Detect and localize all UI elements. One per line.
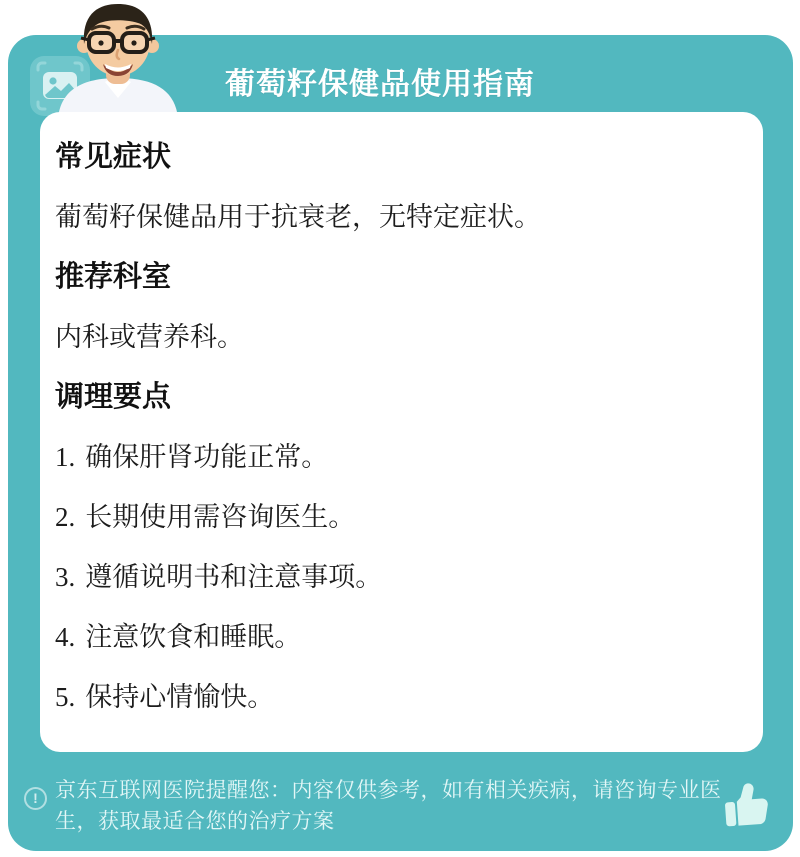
list-item [55,560,743,594]
list-item [55,620,743,654]
list-item-text: 遵循说明书和注意事项。 [85,562,383,592]
list-item-number: 1. [55,442,76,472]
section-body-department: 内科或营养科。 [55,322,244,352]
list-item-number: 4. [55,622,76,652]
list-item-number: 2. [55,502,76,532]
section-body-symptoms: 葡萄籽保健品用于抗衰老，无特定症状。 [55,202,541,232]
list-item [55,500,743,534]
footer-disclaimer: 京东互联网医院提醒您：内容仅供参考，如有相关疾病，请咨询专业医生，获取最适合您的治疗方案 [55,779,722,833]
info-circle-icon: ! [24,787,47,810]
list-item-number: 5. [55,682,76,712]
page-title: 葡萄籽保健品使用指南 [225,68,535,101]
list-item [55,440,743,474]
content-card [40,112,763,752]
section-heading-department: 推荐科室 [55,261,172,293]
list-item-number: 3. [55,562,76,592]
section-heading-tips: 调理要点 [55,381,172,413]
doctor-avatar [48,2,188,118]
list-item-text: 保持心情愉快。 [85,682,275,712]
list-item-text: 确保肝肾功能正常。 [85,442,329,472]
list-item-text: 注意饮食和睡眠。 [85,622,302,652]
section-heading-symptoms: 常见症状 [55,141,172,173]
teal-panel [8,35,793,851]
list-item-text: 长期使用需咨询医生。 [85,502,356,532]
thumbs-up-icon[interactable] [718,775,776,833]
list-item [55,680,743,714]
